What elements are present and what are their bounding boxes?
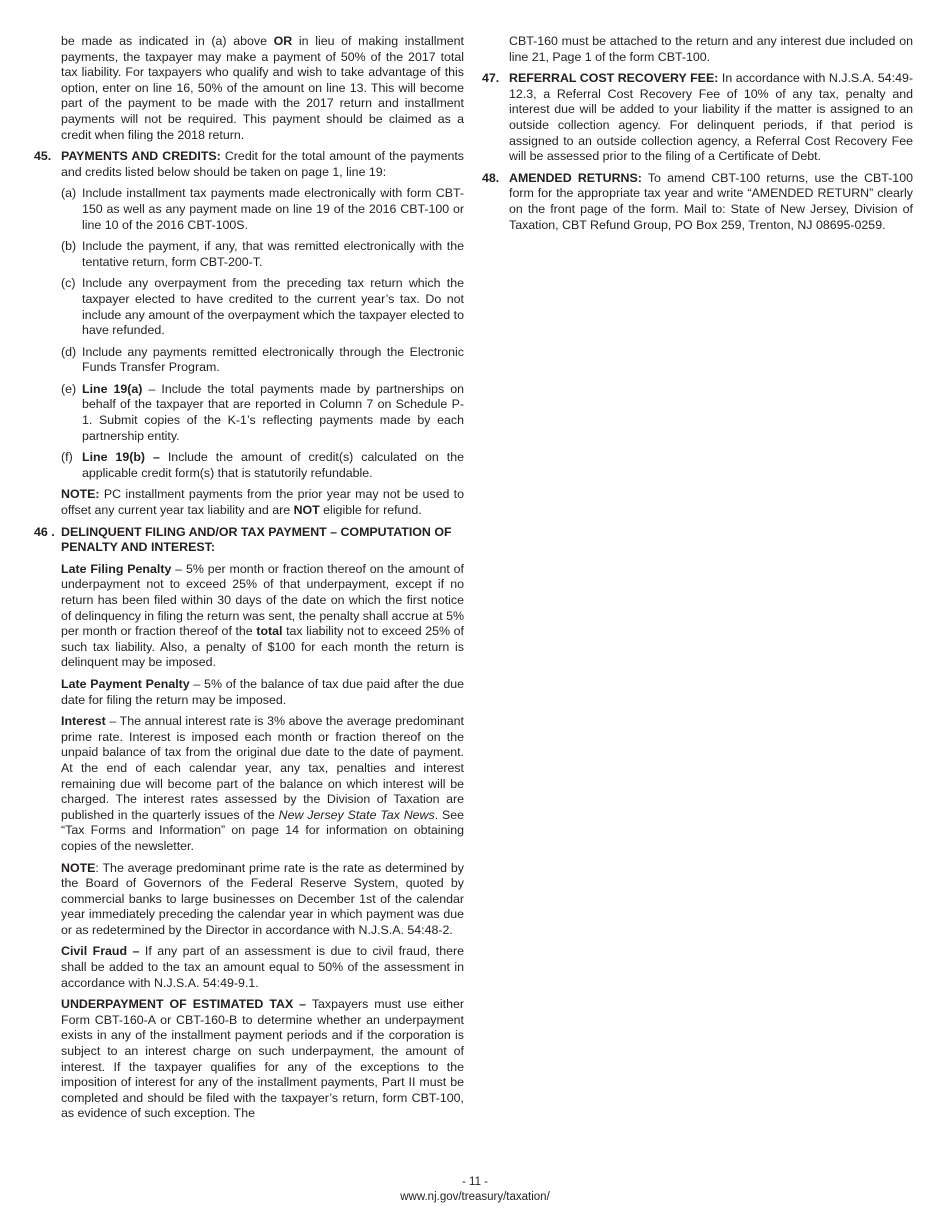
interest-paragraph: Interest – The annual interest rate is 3% above the average predominant prime rate. Interest is imposed each month or fraction thereof on the unpaid balance of tax from the original due date to the date of payment. At the end of each calendar year, any tax, penalties and interest remaining due will become part of the balance on which interest will be charged. The interest rates assessed by the Division of Taxation are published in the quarterly issues of the New Jersey State Tax News. See “Tax Forms and Information” on page 14 for information on obtaining copies of the newsletter. <box>61 714 465 853</box>
civil-fraud-paragraph: Civil Fraud – If any part of an assessment is due to civil fraud, there shall be added to the tax an amount equal to 50% of the assessment in accordance with N.J.S.A. 54:49-9.1. <box>61 944 464 990</box>
note-paragraph: NOTE: PC installment payments from the prior year may not be used to offset any current year tax liability and are NOT eligible for refund. <box>61 487 464 518</box>
section-number: 48. <box>482 170 500 185</box>
section-47-referral-cost-recovery-fee: 47. REFERRAL COST RECOVERY FEE: In accordance with N.J.S.A. 54:49-12.3, a Referral Cost Recovery Fee of 10% of any tax, penalty and interest due will be added to your liability if the matter is assigned to an outside collection agency. For delinquent periods, if that period is assigned to an outside collection agency, a Referral Cost Recovery Fee will be assessed prior to the filing of a Certificate of Debt. <box>482 71 914 164</box>
list-item: (a) Include installment tax payments made electronically with form CBT-150 as well as any payment made on line 19 of the 2016 CBT-100 or line 10 of the 2016 CBT-100S. <box>61 186 464 232</box>
section-intro: PAYMENTS AND CREDITS: Credit for the total amount of the payments and credits listed below should be taken on page 1, line 19: <box>61 149 464 179</box>
section-45-payments-and-credits <box>34 149 464 180</box>
late-filing-penalty-paragraph: Late Filing Penalty – 5% per month or fraction thereof on the amount of underpayment not to exceed 25% of that underpayment, except if no return has been filed within 30 days of the date on which the first notice of delinquency in filing the return was sent, the penalty shall accrue at 5% per month or fraction thereof of the total tax liability not to exceed 25% of such tax liability. Also, a penalty of $100 for each month the return is delinquent may be imposed. <box>61 561 464 670</box>
section-heading: PAYMENTS AND CREDITS: <box>61 149 221 164</box>
section-number: 45. <box>34 149 52 164</box>
section-46-delinquent-filing <box>34 525 464 556</box>
late-payment-penalty-paragraph: Late Payment Penalty – 5% of the balance of tax due paid after the due date for filing the return may be imposed. <box>61 676 464 707</box>
footer-url: www.nj.gov/treasury/taxation/ <box>400 1191 550 1203</box>
section-number: 46 . <box>34 524 55 539</box>
section-heading: REFERRAL COST RECOVERY FEE: <box>509 71 719 86</box>
continued-paragraph-right: CBT-160 must be attached to the return and any interest due included on line 21, Page 1 of the form CBT-100. <box>509 34 913 64</box>
prime-rate-note-paragraph: NOTE: The average predominant prime rate is the rate as determined by the Board of Governors of the Federal Reserve System, quoted by commercial banks to large businesses on December 1st of the calendar year immediately preceding the calendar year in which payment was due or as redetermined by the Director in accordance with N.J.S.A. 54:48-2. <box>61 860 464 937</box>
page-number: - 11 - <box>462 1176 488 1188</box>
left-column <box>34 34 464 1128</box>
underpayment-paragraph: UNDERPAYMENT OF ESTIMATED TAX – Taxpayers must use either Form CBT-160-A or CBT-160-B to determine whether an underpayment exists in any of the installment payment periods and if the corporation is subject to an interest charge on such underpayment, the amount of interest. If the taxpayer qualifies for any of the exceptions to the imposition of interest for any of the installment payments, Part II must be completed and should be filed with the taxpayer’s return, form CBT-100, as evidence of such exception. The <box>61 997 465 1121</box>
section-number: 47. <box>482 71 500 86</box>
list-item: (f) Line 19(b) – Include the amount of credit(s) calculated on the applicable credit form(s) that is statutorily refundable. <box>61 450 464 480</box>
list-item: (e) Line 19(a) – Include the total payments made by partnerships on behalf of the taxpayer that are reported in Column 7 on Schedule P-1. Submit copies of the K-1’s reflecting payments made by each partnership entity. <box>61 381 464 443</box>
right-column <box>482 34 913 239</box>
list-item: (c) Include any overpayment from the preceding tax return which the taxpayer elected to have credited to the current year’s tax. Do not include any amount of the overpayment which the taxpayer elected to have refunded. <box>61 276 464 338</box>
list-item: (d) Include any payments remitted electronically through the Electronic Funds Transfer Program. <box>61 344 464 375</box>
section-heading: AMENDED RETURNS: <box>509 170 642 185</box>
section-48-amended-returns: 48. AMENDED RETURNS: To amend CBT-100 returns, use the CBT-100 form for the appropriate tax year and write “AMENDED RETURN” clearly on the front page of the form. Mail to: State of New Jersey, Division of Taxation, CBT Refund Group, PO Box 259, Trenton, NJ 08695-0259. <box>482 170 913 232</box>
continued-paragraph: be made as indicated in (a) above OR in lieu of making installment payments, the taxpayer may make a payment of 50% of the 2017 total tax liability. For taxpayers who qualify and wish to take advantage of this option, enter on line 16, 50% of the amount on line 13. This will become part of the payment to be made with the 2017 return and installment payments will not be required. This payment should be claimed as a credit when filing the 2018 return. <box>61 34 464 142</box>
list-item: (b) Include the payment, if any, that was remitted electronically with the tentative return, form CBT-200-T. <box>61 239 464 269</box>
section-heading: DELINQUENT FILING AND/OR TAX PAYMENT – COMPUTATION OF PENALTY AND INTEREST: <box>61 524 452 555</box>
